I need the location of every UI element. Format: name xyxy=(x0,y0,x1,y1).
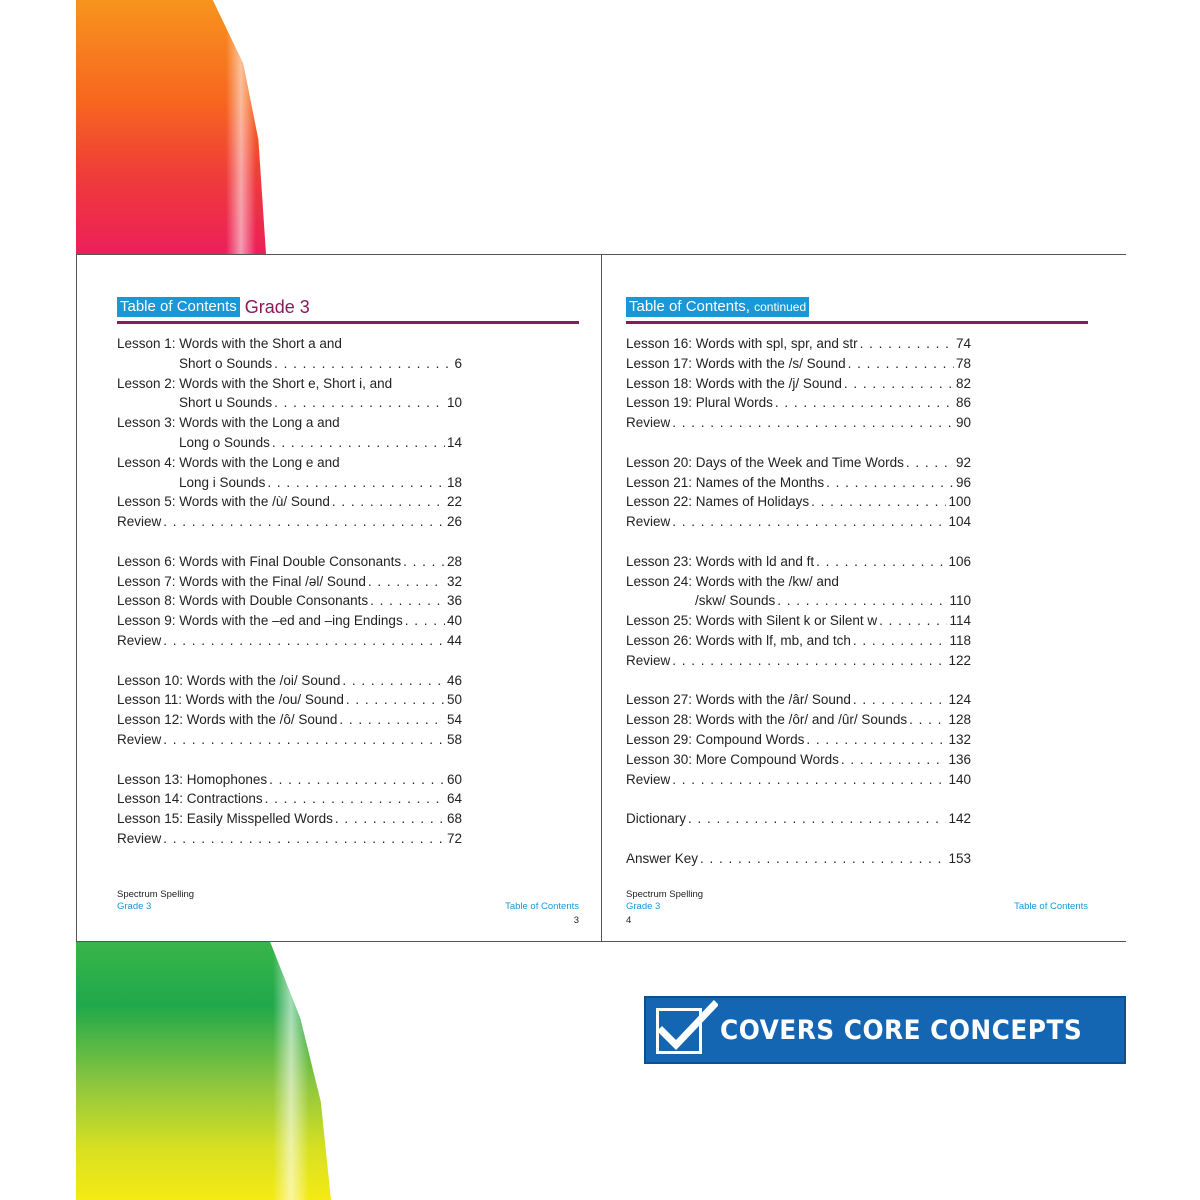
toc-leader-dots xyxy=(332,492,445,512)
toc-entry-text: Lesson 18: Words with the /j/ Sound xyxy=(626,375,842,391)
toc-leader-dots xyxy=(853,690,947,710)
toc-list xyxy=(626,334,971,869)
toc-entry-text: Review xyxy=(117,830,162,846)
toc-entry xyxy=(626,849,971,869)
toc-spacer xyxy=(626,789,971,809)
toc-entry-text: Lesson 4: Words with the Long e and xyxy=(117,454,340,470)
toc-spacer xyxy=(626,433,971,453)
toc-leader-dots xyxy=(811,492,946,512)
toc-entry xyxy=(626,690,971,710)
toc-leader-dots xyxy=(272,433,445,453)
toc-page-number: 78 xyxy=(955,355,971,371)
toc-spacer xyxy=(117,532,462,552)
toc-entry xyxy=(626,473,971,493)
toc-entry xyxy=(626,770,971,790)
toc-entry xyxy=(117,552,462,572)
toc-entry-text: Review xyxy=(626,652,671,668)
toc-leader-dots xyxy=(672,512,946,532)
toc-entry xyxy=(117,492,462,512)
toc-badge-suffix: continued xyxy=(754,300,807,314)
toc-entry xyxy=(117,671,462,691)
toc-leader-dots xyxy=(274,393,445,413)
toc-entry xyxy=(626,750,971,770)
toc-leader-dots xyxy=(163,829,445,849)
toc-leader-dots xyxy=(370,591,445,611)
toc-leader-dots xyxy=(163,730,445,750)
grade-title: Grade 3 xyxy=(244,297,310,317)
toc-leader-dots xyxy=(844,374,954,394)
toc-entry xyxy=(117,473,462,493)
toc-entry-text: Lesson 1: Words with the Short a and xyxy=(117,336,342,351)
toc-rule xyxy=(626,321,1088,324)
toc-page-number: 60 xyxy=(446,771,462,787)
toc-badge: Table of Contents xyxy=(117,297,240,317)
toc-entry-text: Lesson 2: Words with the Short e, Short i, and xyxy=(117,375,393,391)
toc-entry-text: Review xyxy=(626,415,671,431)
toc-page-number: 86 xyxy=(955,395,971,411)
toc-entry-text: Review xyxy=(626,771,671,787)
toc-spacer xyxy=(117,651,462,671)
toc-leader-dots xyxy=(335,809,445,829)
toc-badge xyxy=(626,297,809,317)
rainbow-decoration-bottom xyxy=(76,941,331,1200)
promo-badge xyxy=(644,996,1126,1064)
toc-entry xyxy=(626,492,971,512)
toc-entry xyxy=(117,770,462,790)
toc-page-number: 140 xyxy=(948,771,971,787)
toc-page-number: 72 xyxy=(446,830,462,846)
toc-entry-text: Review xyxy=(117,632,162,648)
toc-entry xyxy=(117,789,462,809)
toc-leader-dots xyxy=(405,611,445,631)
toc-leader-dots xyxy=(267,473,445,493)
toc-page-number: 110 xyxy=(949,593,971,609)
toc-entry-text: Lesson 21: Names of the Months xyxy=(626,474,825,490)
toc-leader-dots xyxy=(274,354,452,374)
toc-entry xyxy=(626,809,971,829)
toc-leader-dots xyxy=(265,789,445,809)
toc-entry-text: Lesson 17: Words with the /s/ Sound xyxy=(626,355,846,371)
toc-page-number: 46 xyxy=(446,672,462,688)
toc-entry xyxy=(626,591,971,611)
toc-entry xyxy=(626,393,971,413)
toc-entry-text: Lesson 7: Words with the Final /əl/ Sound xyxy=(117,573,366,589)
toc-entry-text: Lesson 14: Contractions xyxy=(117,791,263,807)
toc-entry-text: Lesson 10: Words with the /oi/ Sound xyxy=(117,672,341,688)
toc-entry-text: Lesson 24: Words with the /kw/ and xyxy=(626,573,839,589)
toc-page-number: 132 xyxy=(948,731,971,747)
toc-entry-text: Lesson 25: Words with Silent k or Silent w xyxy=(626,613,878,629)
toc-page-number: 50 xyxy=(446,692,462,708)
toc-entry-text: Lesson 29: Compound Words xyxy=(626,731,805,747)
toc-entry-text: Lesson 22: Names of Holidays xyxy=(626,494,810,510)
toc-entry xyxy=(626,374,971,394)
toc-entry xyxy=(117,710,462,730)
toc-leader-dots xyxy=(342,671,445,691)
toc-leader-dots xyxy=(860,334,954,354)
toc-entry-text: Answer Key xyxy=(626,850,699,866)
toc-entry xyxy=(117,690,462,710)
toc-leader-dots xyxy=(403,552,445,572)
toc-entry-text: Review xyxy=(626,514,671,530)
rainbow-decoration-top xyxy=(76,0,266,254)
toc-leader-dots xyxy=(906,453,954,473)
toc-page-number: 36 xyxy=(446,593,462,609)
toc-entry xyxy=(117,730,462,750)
toc-page-number: 10 xyxy=(446,395,462,411)
toc-page-number: 68 xyxy=(446,811,462,827)
toc-leader-dots xyxy=(777,591,947,611)
toc-page-number: 26 xyxy=(446,514,462,530)
page-number: 4 xyxy=(626,915,632,926)
toc-spacer xyxy=(626,829,971,849)
toc-entry-text: Lesson 16: Words with spl, spr, and str xyxy=(626,336,858,351)
toc-page-number: 22 xyxy=(446,494,462,510)
toc-page-number: 54 xyxy=(446,712,462,728)
toc-entry xyxy=(626,651,971,671)
toc-entry xyxy=(626,611,971,631)
toc-entry xyxy=(626,453,971,473)
promo-label: COVERS CORE CONCEPTS xyxy=(720,1015,1083,1046)
toc-entry-text: Review xyxy=(117,731,162,747)
toc-spacer xyxy=(626,532,971,552)
toc-entry-text: Lesson 9: Words with the –ed and –ing Endings xyxy=(117,613,403,629)
toc-entry-text: /skw/ Sounds xyxy=(695,593,776,609)
toc-page-number: 6 xyxy=(454,355,462,371)
toc-leader-dots xyxy=(848,354,954,374)
toc-entry xyxy=(626,552,971,572)
toc-page-number: 106 xyxy=(948,553,971,569)
toc-page-number: 114 xyxy=(949,613,971,629)
toc-leader-dots xyxy=(368,572,445,592)
toc-page-number: 128 xyxy=(948,712,971,728)
toc-page-number: 104 xyxy=(948,514,971,530)
toc-leader-dots xyxy=(806,730,946,750)
toc-entry xyxy=(117,591,462,611)
toc-entry xyxy=(117,334,462,354)
toc-entry-text: Lesson 23: Words with ld and ft xyxy=(626,553,815,569)
toc-rule xyxy=(117,321,579,324)
toc-entry-text: Lesson 26: Words with lf, mb, and tch xyxy=(626,632,851,648)
toc-entry-text: Lesson 11: Words with the /ou/ Sound xyxy=(117,692,344,708)
footer-section: Table of Contents xyxy=(505,901,579,912)
left-page xyxy=(117,255,579,943)
footer-series: Spectrum Spelling xyxy=(626,889,704,900)
page-number: 3 xyxy=(573,915,579,926)
toc-page-number: 32 xyxy=(446,573,462,589)
toc-entry-text: Long i Sounds xyxy=(179,474,266,490)
toc-leader-dots xyxy=(339,710,445,730)
toc-entry-text: Lesson 13: Homophones xyxy=(117,771,268,787)
toc-page-number: 28 xyxy=(446,553,462,569)
toc-leader-dots xyxy=(909,710,946,730)
toc-page-number: 82 xyxy=(955,375,971,391)
toc-list xyxy=(117,334,462,849)
toc-leader-dots xyxy=(269,770,445,790)
page-gutter xyxy=(601,254,602,942)
toc-entry xyxy=(117,829,462,849)
toc-entry-text: Lesson 20: Days of the Week and Time Words xyxy=(626,454,904,470)
page-footer xyxy=(117,889,194,913)
toc-leader-dots xyxy=(816,552,946,572)
toc-entry xyxy=(117,413,462,433)
right-page xyxy=(626,255,1088,943)
toc-entry xyxy=(117,512,462,532)
toc-page-number: 44 xyxy=(446,632,462,648)
toc-entry xyxy=(626,354,971,374)
toc-entry-text: Lesson 19: Plural Words xyxy=(626,395,773,411)
toc-leader-dots xyxy=(853,631,948,651)
toc-page-number: 142 xyxy=(948,811,971,827)
toc-leader-dots xyxy=(672,770,946,790)
toc-entry-text: Lesson 5: Words with the /ù/ Sound xyxy=(117,494,330,510)
toc-page-number: 96 xyxy=(955,474,971,490)
toc-entry xyxy=(626,572,971,592)
toc-page-number: 92 xyxy=(955,454,971,470)
toc-page-number: 64 xyxy=(446,791,462,807)
toc-entry-text: Review xyxy=(117,514,162,530)
toc-entry xyxy=(626,631,971,651)
footer-section: Table of Contents xyxy=(1014,901,1088,912)
toc-page-number: 136 xyxy=(948,751,971,767)
toc-leader-dots xyxy=(879,611,947,631)
toc-entry xyxy=(117,809,462,829)
toc-leader-dots xyxy=(841,750,947,770)
toc-entry-text: Dictionary xyxy=(626,811,687,827)
toc-entry xyxy=(626,334,971,354)
toc-entry-text: Lesson 27: Words with the /âr/ Sound xyxy=(626,692,851,708)
toc-leader-dots xyxy=(163,512,445,532)
toc-page-number: 74 xyxy=(955,336,971,351)
toc-spacer xyxy=(117,750,462,770)
toc-entry xyxy=(626,710,971,730)
toc-entry-text: Lesson 6: Words with Final Double Consonants xyxy=(117,553,402,569)
toc-entry xyxy=(117,572,462,592)
toc-entry xyxy=(117,374,462,394)
toc-page-number: 18 xyxy=(446,474,462,490)
toc-entry xyxy=(117,453,462,473)
toc-page-number: 118 xyxy=(949,632,971,648)
toc-entry-text: Lesson 30: More Compound Words xyxy=(626,751,839,767)
toc-badge-text: Table of Contents, xyxy=(629,298,750,315)
toc-page-number: 90 xyxy=(955,415,971,431)
toc-entry-text: Lesson 28: Words with the /ôr/ and /ûr/ Sounds xyxy=(626,712,908,728)
toc-leader-dots xyxy=(775,393,954,413)
toc-entry-text: Lesson 3: Words with the Long a and xyxy=(117,415,340,431)
toc-entry xyxy=(117,611,462,631)
toc-leader-dots xyxy=(346,690,445,710)
footer-grade: Grade 3 xyxy=(626,901,661,912)
toc-page-number: 58 xyxy=(446,731,462,747)
toc-leader-dots xyxy=(826,473,954,493)
toc-entry xyxy=(117,433,462,453)
toc-leader-dots xyxy=(700,849,946,869)
toc-entry-text: Lesson 12: Words with the /ô/ Sound xyxy=(117,712,338,728)
toc-page-number: 40 xyxy=(446,613,462,629)
toc-spacer xyxy=(626,671,971,691)
toc-entry xyxy=(117,354,462,374)
toc-entry-text: Lesson 8: Words with Double Consonants xyxy=(117,593,369,609)
toc-page-number: 14 xyxy=(446,434,462,450)
toc-page-number: 100 xyxy=(948,494,971,510)
toc-entry-text: Long o Sounds xyxy=(179,434,270,450)
toc-leader-dots xyxy=(672,651,946,671)
toc-entry xyxy=(626,730,971,750)
toc-page-number: 122 xyxy=(948,652,971,668)
toc-entry-text: Short o Sounds xyxy=(179,355,273,371)
footer-series: Spectrum Spelling xyxy=(117,889,195,900)
toc-entry-text: Short u Sounds xyxy=(179,395,273,411)
toc-entry xyxy=(117,631,462,651)
toc-leader-dots xyxy=(688,809,946,829)
toc-entry xyxy=(626,413,971,433)
toc-leader-dots xyxy=(672,413,954,433)
toc-page-number: 124 xyxy=(948,692,971,708)
toc-leader-dots xyxy=(163,631,445,651)
toc-entry xyxy=(117,393,462,413)
checkbox-check-icon xyxy=(656,1008,702,1054)
toc-entry xyxy=(626,512,971,532)
footer-grade: Grade 3 xyxy=(117,901,152,912)
toc-page-number: 153 xyxy=(948,850,971,866)
page-footer xyxy=(626,889,703,913)
toc-entry-text: Lesson 15: Easily Misspelled Words xyxy=(117,811,333,827)
